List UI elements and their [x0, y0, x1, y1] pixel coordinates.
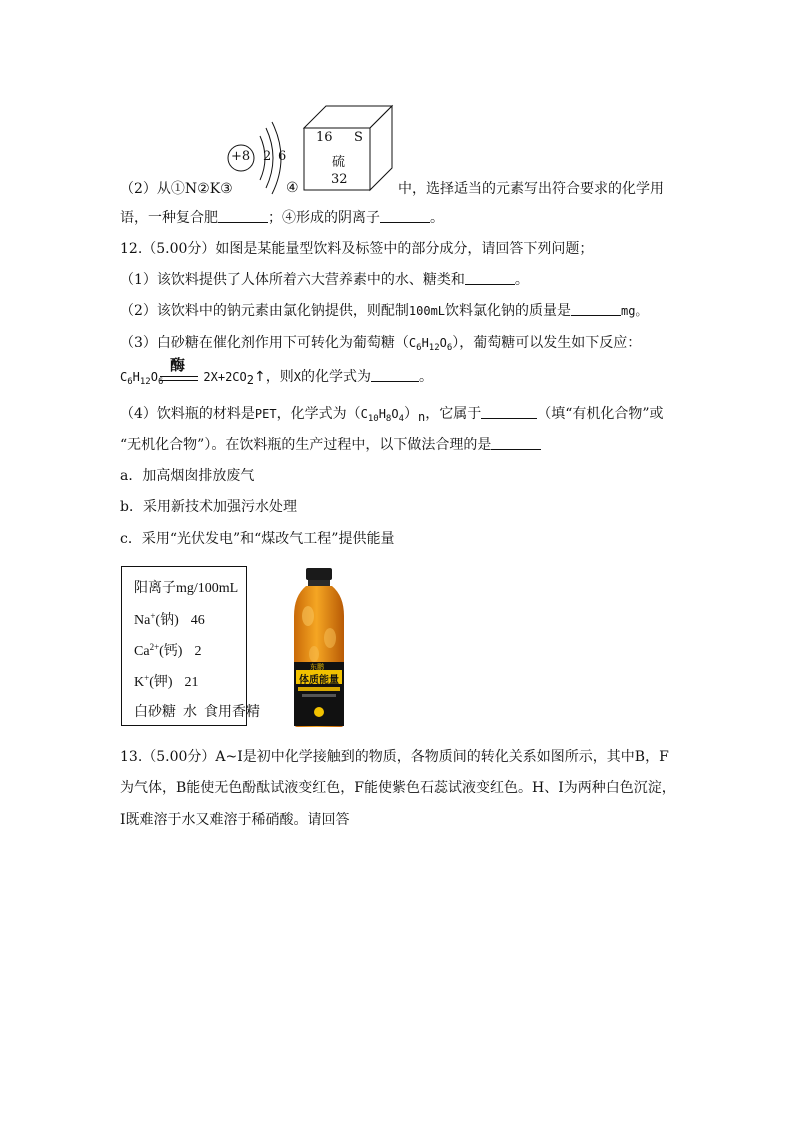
energy-drink-bottle-image: [286, 566, 352, 728]
answer-blank[interactable]: [218, 210, 268, 223]
answer-blank[interactable]: [465, 272, 515, 285]
shell-1-electrons: 2: [263, 149, 272, 164]
q12-part3: （3）白砂糖在催化剂作用下可转化为葡萄糖$(C_6H_{12}O_6)$，葡萄糖可以发生如下反应：: [120, 335, 642, 353]
table-row-na: Na+(钠) 46: [134, 611, 205, 628]
element-name: 硫: [332, 155, 346, 170]
q12-option-c: c．采用“光伏发电”和“煤改气工程”提供能量: [120, 531, 395, 547]
pet-formula: $C_{10}H_8O_4$: [360, 407, 404, 424]
element-cell: [302, 104, 394, 192]
bottle-logo-text: 东鹏: [310, 663, 324, 671]
cation-label-table: [121, 566, 260, 726]
q12-part4-line1: （4）饮料瓶的材料是PET，化学式为$(C_{10}H_8O_4)n$，它属于 （填“有机化合物”或: [120, 406, 664, 424]
atomic-mass: 32: [331, 172, 348, 187]
q12-option-b: b．采用新技术加强污水处理: [120, 499, 297, 515]
q13-line2: 为气体，B能使无色酚酞试液变红色，F能使紫色石蕊试液变红色。H、I为两种白色沉淀，: [120, 780, 676, 796]
shell-2-electrons: 6: [278, 149, 287, 164]
q11-part2-line2: 语，一种复合肥 ；④形成的阴离子 。: [120, 210, 444, 226]
answer-blank[interactable]: [371, 369, 419, 382]
table-footer: 白砂糖 水 食用香精: [134, 705, 260, 720]
table-row-ca: $Ca^{2+}$(钙) 2: [134, 642, 202, 659]
q11-part2-line1-end: 中，选择适当的元素写出符合要求的化学用: [398, 181, 664, 197]
q13-line3: I既难溶于水又难溶于稀硝酸。请回答: [120, 812, 350, 828]
q11-part2-line1: （2）从①N②K③: [120, 181, 233, 197]
q12-part1: （1）该饮料提供了人体所着六大营养素中的水、糖类和 。: [120, 272, 529, 288]
table-row-k: K+(钾) 21: [134, 673, 199, 690]
answer-blank[interactable]: [571, 303, 621, 316]
equation-catalyst: 酶: [170, 356, 186, 374]
glucose-formula: $C_6H_{12}O_6$: [408, 336, 453, 353]
q12-part2: （2）该饮料中的钠元素由氯化钠提供，则配制100mL饮料氯化钠的质量是 mg。: [120, 303, 648, 319]
atomic-number: 16: [316, 130, 333, 145]
answer-blank[interactable]: [380, 210, 430, 223]
q13-line1: 13.（5.00分）A~I是初中化学接触到的物质，各物质间的转化关系如图所示，其中B，F: [120, 749, 669, 765]
q12-header: 12.（5.00分）如图是某能量型饮料及标签中的部分成分，请回答下列问题；: [120, 241, 594, 257]
answer-blank[interactable]: [481, 406, 537, 419]
nucleus-charge: +8: [231, 149, 251, 164]
table-title: 阳离子mg/100mL: [134, 581, 239, 596]
element-symbol: S: [354, 130, 363, 145]
answer-blank[interactable]: [491, 437, 541, 450]
q12-equation: $C_6H_{12}O_6$ 2X+2CO2↑，则X的化学式为 。: [120, 369, 433, 387]
bottle-brand-text: 体质能量: [299, 675, 339, 686]
q12-option-a: a．加高烟囱排放废气: [120, 468, 255, 484]
glucose-formula-eq: $C_6H_{12}O_6$: [120, 370, 164, 387]
q12-part4-line2: “无机化合物”）。在饮料瓶的生产过程中，以下做法合理的是: [120, 436, 541, 454]
circle-four-label: ④: [286, 180, 299, 196]
